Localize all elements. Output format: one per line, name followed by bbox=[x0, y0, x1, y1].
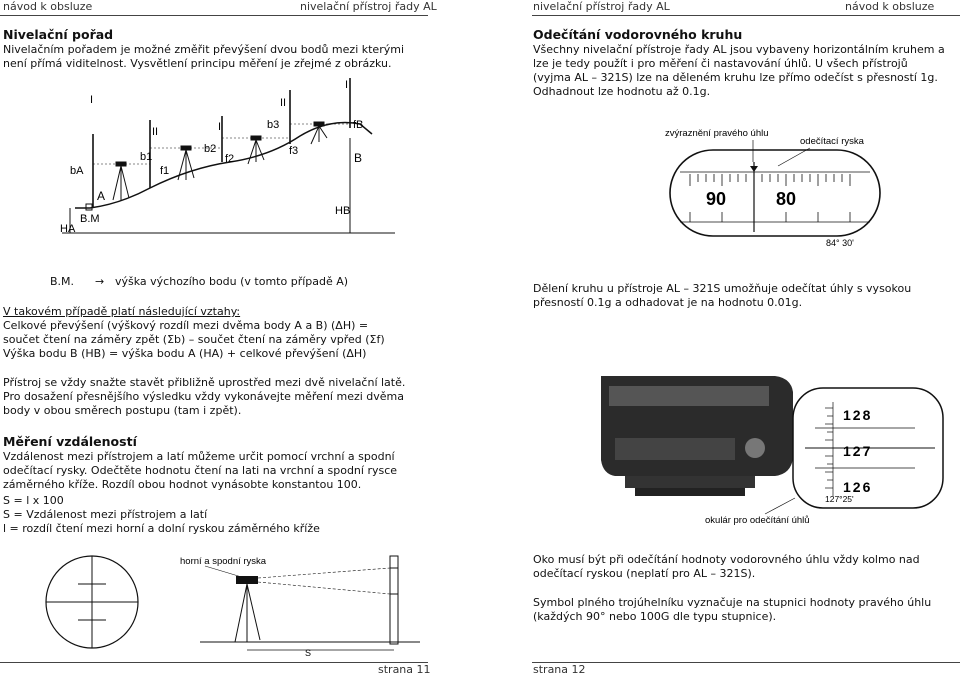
diagram-label-BM: B.M bbox=[80, 213, 100, 225]
distance-def-l: l = rozdíl čtení mezi horní a dolní ryskou záměrného kříže bbox=[3, 522, 320, 535]
fig2-angle-reading: 127°25' bbox=[825, 494, 854, 504]
bm-arrow: → bbox=[95, 275, 105, 288]
nivelacni-line-2: není přímá viditelnost. Vysvětlení principu měření je zřejmé z obrázku. bbox=[3, 57, 392, 70]
diagram-label-HA: HA bbox=[60, 223, 76, 235]
distance-def-s: S = Vzdálenost mezi přístrojem a latí bbox=[3, 508, 208, 521]
diagram-label-f3: f3 bbox=[289, 145, 299, 157]
diagram-label-I2: I bbox=[218, 121, 222, 133]
leveling-diagram bbox=[0, 76, 420, 240]
page-number-right: strana 12 bbox=[533, 663, 586, 676]
nivelacni-line-1: Nivelačním pořadem je možné změřit převýšení dvou bodů mezi kterými bbox=[3, 43, 404, 56]
bm-label: B.M. bbox=[50, 275, 75, 288]
distance-diagram bbox=[40, 550, 440, 660]
header-left-title: nivelační přístroj řady AL bbox=[300, 0, 437, 13]
header-left-doc: návod k obsluze bbox=[3, 0, 93, 13]
header-rule-right bbox=[532, 15, 960, 16]
fig2-reading-126: 126 bbox=[843, 479, 873, 495]
footer-rule-right bbox=[532, 662, 960, 663]
distance-formula: S = l x 100 bbox=[3, 494, 64, 507]
placement-line-2: Pro dosažení přesnějšího výsledku vždy vykonávejte měření mezi dvěma bbox=[3, 390, 405, 403]
right-p3-line-1: Oko musí být při odečítání hodnoty vodorovného úhlu vždy kolmo nad bbox=[533, 553, 920, 566]
distance-line-1: Vzdálenost mezi přístrojem a latí můžeme určit pomocí vrchní a spodní bbox=[3, 450, 395, 463]
right-heading: Odečítání vodorovného kruhu bbox=[533, 27, 743, 42]
fig1-number-90: 90 bbox=[706, 189, 727, 209]
right-p4-line-2: (každých 90° nebo 100G dle typu stupnice). bbox=[533, 610, 777, 623]
diagram-label-B: B bbox=[354, 151, 363, 165]
fig2-reading-127: 127 bbox=[843, 443, 873, 459]
diagram-label-b3: b3 bbox=[267, 119, 280, 131]
fig1-label-right-angle: zvýraznění pravého úhlu bbox=[665, 128, 769, 139]
right-p1-line-1: Všechny nivelační přístroje řady AL jsou vybaveny horizontálním kruhem a bbox=[533, 43, 945, 56]
diagram-label-b1: b1 bbox=[140, 151, 153, 163]
diagram-label-HB: HB bbox=[335, 205, 351, 217]
diagram-label-I1: I bbox=[90, 94, 94, 106]
relations-title: V takovém případě platí následující vztahy: bbox=[3, 305, 241, 318]
fig1-number-80: 80 bbox=[776, 189, 797, 209]
circle-reading-figure bbox=[660, 122, 900, 250]
relation-line-3: Výška bodu B (HB) = výška bodu A (HA) + celkové převýšení (ΔH) bbox=[3, 347, 367, 360]
bm-text: výška výchozího bodu (v tomto případě A) bbox=[115, 275, 349, 288]
right-p2-line-1: Dělení kruhu u přístroje AL – 321S umožňuje odečítat úhly s vysokou bbox=[533, 282, 912, 295]
diagram-label-bA: bA bbox=[70, 165, 84, 177]
placement-line-3: body v obou směrech postupu (tam i zpět). bbox=[3, 404, 242, 417]
diagram-label-f1: f1 bbox=[160, 165, 170, 177]
fig2-label-eyepiece: okulár pro odečítání úhlů bbox=[705, 515, 810, 526]
diagram-label-II1: II bbox=[152, 126, 159, 138]
placement-line-1: Přístroj se vždy snažte stavět přibližně uprostřed mezi dvě nivelační latě. bbox=[3, 376, 406, 389]
header-rule-left bbox=[0, 15, 428, 16]
fig2-reading-128: 128 bbox=[843, 407, 873, 423]
relation-line-2: součet čtení na záměry zpět (Σb) – součet čtení na záměry vpřed (Σf) bbox=[3, 333, 385, 346]
nivelacni-heading: Nivelační pořad bbox=[3, 27, 114, 42]
eyepiece-figure bbox=[595, 368, 950, 530]
right-p1-line-3: (vyjma AL – 321S) lze na děleném kruhu lze přímo odečíst s přesností 1g. bbox=[533, 71, 938, 84]
diagram-label-I3: I bbox=[345, 79, 349, 91]
relation-line-1: Celkové převýšení (výškový rozdíl mezi dvěma body A a B) (ΔH) = bbox=[3, 319, 369, 332]
diagram-label-II2: II bbox=[280, 97, 287, 109]
distance-label-horni: horní a spodní ryska bbox=[180, 556, 267, 567]
right-p2-line-2: přesností 0.1g a odhadovat je na hodnotu 0.01g. bbox=[533, 296, 803, 309]
diagram-label-f2: f2 bbox=[225, 153, 235, 165]
right-p1-line-4: Odhadnout lze hodnotu až 0.1g. bbox=[533, 85, 711, 98]
distance-line-3: záměrného kříže. Rozdíl obou hodnot vynásobte konstantou 100. bbox=[3, 478, 362, 491]
fig1-label-index-line: odečítací ryska bbox=[800, 136, 864, 147]
page-number-left: strana 11 bbox=[378, 663, 431, 676]
distance-line-2: odečítací rysky. Odečtěte hodnotu čtení na lati na vrchní a spodní rysce bbox=[3, 464, 398, 477]
diagram-label-A: A bbox=[97, 189, 106, 203]
distance-heading: Měření vzdáleností bbox=[3, 434, 137, 449]
fig1-angle-reading: 84° 30' bbox=[826, 238, 854, 248]
header-right-doc: návod k obsluze bbox=[845, 0, 935, 13]
diagram-label-fB: fB bbox=[353, 119, 364, 131]
distance-label-s: S bbox=[305, 648, 312, 658]
diagram-label-b2: b2 bbox=[204, 143, 217, 155]
header-right-title: nivelační přístroj řady AL bbox=[533, 0, 670, 13]
right-p3-line-2: odečítací ryskou (neplatí pro AL – 321S). bbox=[533, 567, 756, 580]
footer-rule-left bbox=[0, 662, 428, 663]
right-p1-line-2: lze je tedy použít i pro měření či nastavování úhlů. U všech přístrojů bbox=[533, 57, 908, 70]
right-p4-line-1: Symbol plného trojúhelníku vyznačuje na stupnici hodnoty pravého úhlu bbox=[533, 596, 932, 609]
